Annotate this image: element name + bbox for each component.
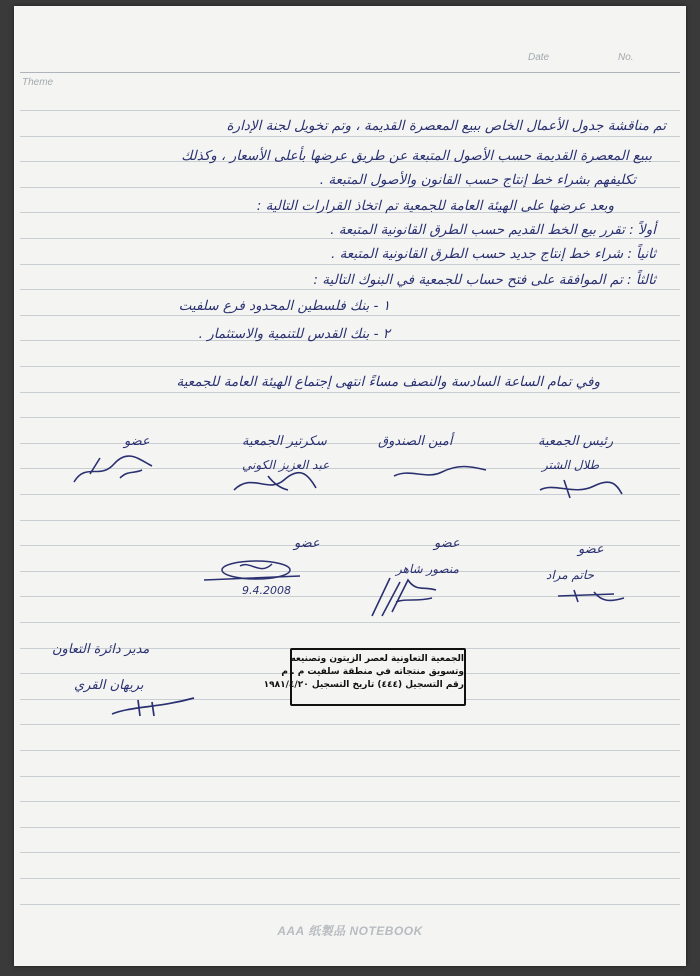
- sig-title-member-2: عضو: [578, 542, 604, 557]
- directorate-name: بريهان القري: [74, 678, 144, 693]
- sig-title-member-4: عضو: [294, 536, 320, 551]
- ruled-line: [20, 724, 680, 725]
- signature-treasurer: [390, 458, 490, 484]
- ruled-line: [20, 110, 680, 111]
- sig-title-chairman: رئيس الجمعية: [538, 434, 614, 449]
- sig-date-member-4: 9.4.2008: [242, 584, 291, 597]
- signature-directorate: [108, 692, 198, 720]
- sig-name-member-3: منصور شاهر: [396, 562, 459, 576]
- no-label: No.: [618, 52, 634, 63]
- notebook-brand: AAA 纸製品 NOTEBOOK: [277, 924, 423, 938]
- body-line-2: ببيع المعصرة القديمة حسب الأصول المتبعة عن طريق عرضها بأعلى الأسعار ، وكذلك: [181, 148, 652, 164]
- closing-line: وفي تمام الساعة السادسة والنصف مساءً انتهى إجتماع الهيئة العامة للجمعية: [176, 374, 600, 390]
- body-line-9: ٢ - بنك القدس للتنمية والاستثمار .: [198, 326, 390, 342]
- sig-title-secretary: سكرتير الجمعية: [242, 434, 327, 449]
- body-line-3: تكليفهم بشراء خط إنتاج حسب القانون والأصول المتبعة .: [319, 172, 636, 188]
- stamp-line-2: وتسويق منتجاته في منطقة سلفيت م . م: [281, 667, 464, 677]
- sig-title-member-3: عضو: [434, 536, 460, 551]
- ruled-line: [20, 289, 680, 290]
- ruled-line: [20, 315, 680, 316]
- ruled-line: [20, 366, 680, 367]
- body-line-7: ثالثاً : تم الموافقة على فتح حساب للجمعية في البنوك التالية :: [313, 272, 656, 288]
- ruled-line: [20, 801, 680, 802]
- theme-label: Theme: [22, 77, 54, 88]
- ruled-line: [20, 392, 680, 393]
- ruled-line: [20, 878, 680, 879]
- body-line-6: ثانياً : شراء خط إنتاج جديد حسب الطرق القانونية المتبعة .: [331, 246, 656, 262]
- sig-name-member-2: حاتم مراد: [546, 568, 594, 582]
- signature-member-3: [366, 572, 442, 620]
- body-line-5: أولاً : تقرر بيع الخط القديم حسب الطرق القانونية المتبعة .: [330, 222, 656, 238]
- ruled-line: [20, 417, 680, 418]
- signature-member-2: [554, 586, 630, 606]
- sig-name-secretary: عبد العزيز الكوني: [242, 458, 330, 472]
- official-stamp: [263, 648, 466, 706]
- sig-name-chairman: طلال الشتر: [542, 458, 600, 472]
- ruled-line: [20, 622, 680, 623]
- body-line-8: ١ - بنك فلسطين المحدود فرع سلفيت: [178, 298, 390, 314]
- header-rule: [20, 72, 680, 73]
- stamp-line-1: الجمعية التعاونية لعصر الزيتون وتصنيعه: [290, 654, 464, 664]
- ruled-line: [20, 238, 680, 239]
- ruled-line: [20, 852, 680, 853]
- ruled-line: [20, 827, 680, 828]
- signature-secretary: [228, 468, 320, 496]
- body-line-1: تم مناقشة جدول الأعمال الخاص ببيع المعصرة القديمة ، وتم تخويل لجنة الإدارة: [226, 118, 666, 134]
- signature-member-1: [70, 452, 156, 488]
- sig-title-member-1: عضو: [124, 434, 150, 449]
- stamp-line-3: رقم التسجيل (٤٤٤) تاريخ التسجيل ١٩٨١/٤/٢٠: [263, 680, 464, 690]
- signature-chairman: [534, 476, 626, 502]
- ruled-line: [20, 776, 680, 777]
- ruled-line: [20, 264, 680, 265]
- sig-title-treasurer: أمين الصندوق: [378, 434, 453, 449]
- notebook-page: [14, 6, 686, 966]
- ruled-line: [20, 750, 680, 751]
- body-line-4: وبعد عرضها على الهيئة العامة للجمعية تم اتخاذ القرارات التالية :: [256, 198, 614, 214]
- ruled-line: [20, 904, 680, 905]
- directorate-title: مدير دائرة التعاون: [52, 642, 150, 657]
- ruled-line: [20, 520, 680, 521]
- ruled-line: [20, 136, 680, 137]
- date-label: Date: [528, 52, 550, 63]
